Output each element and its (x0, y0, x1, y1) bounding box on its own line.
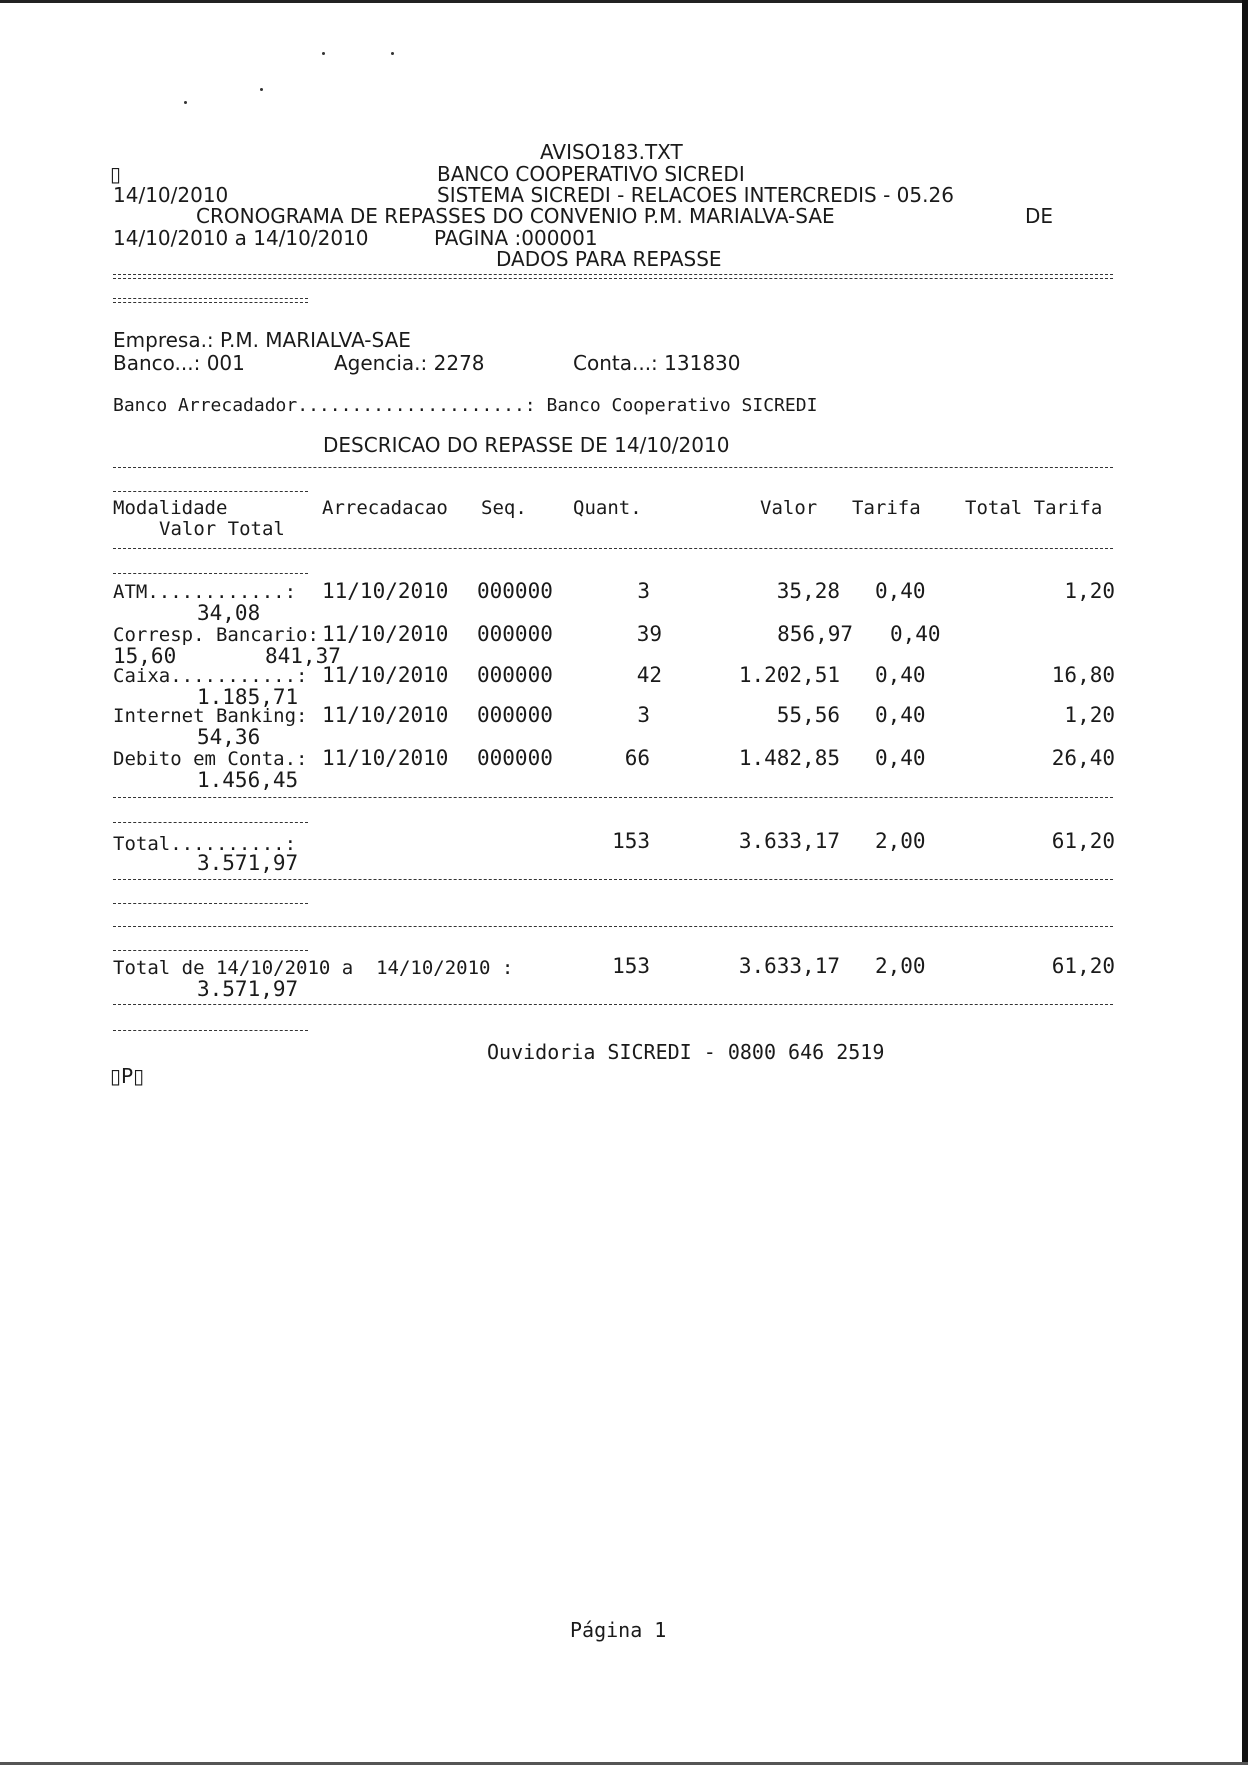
row-valor: 1.482,85 (738, 746, 840, 770)
bank-name: BANCO COOPERATIVO SICREDI (437, 162, 745, 186)
total-valor: 3.633,17 (738, 829, 840, 853)
col-valor: Valor (760, 497, 818, 519)
dashed-rule (113, 797, 1113, 798)
banco-line: Banco...: 001 (113, 351, 245, 375)
row-date: 11/10/2010 (322, 663, 449, 687)
dashed-rule (113, 467, 1113, 468)
row-seq: 000000 (477, 703, 553, 727)
row-valor: 856,97 (777, 622, 853, 646)
total-label: Total..........: (113, 833, 297, 855)
row-total-tarifa: 1,20 (1064, 703, 1115, 727)
col-seq: Seq. (481, 497, 527, 519)
total-valor-total: 3.571,97 (197, 851, 299, 875)
row-valor: 35,28 (776, 579, 840, 603)
total-total-tarifa: 61,20 (1051, 829, 1115, 853)
row-valor-total: 1.456,45 (197, 768, 299, 792)
scan-speck (184, 101, 187, 104)
row-date: 11/10/2010 (322, 622, 449, 646)
grand-total-tarifa: 2,00 (875, 954, 926, 978)
dashed-rule (113, 548, 1113, 549)
row-quant: 66 (624, 746, 650, 770)
double-rule (113, 274, 1113, 279)
scan-speck (391, 52, 394, 55)
row-total-tarifa: 16,80 (1051, 663, 1115, 687)
dashed-rule (113, 926, 1113, 927)
dashed-rule (113, 1030, 308, 1031)
row-seq: 000000 (477, 579, 553, 603)
period-line: 14/10/2010 a 14/10/2010 (113, 226, 369, 250)
col-quant: Quant. (573, 497, 642, 519)
grand-total-total-tarifa: 61,20 (1051, 954, 1115, 978)
dashed-rule (113, 950, 308, 951)
scan-speck (322, 52, 325, 55)
row-valor-total: 54,36 (197, 725, 261, 749)
dashed-rule (113, 491, 308, 492)
scan-border-top (0, 0, 1248, 3)
page-line: PAGINA :000001 (434, 226, 598, 250)
grand-total-valor-total: 3.571,97 (197, 977, 299, 1001)
row-valor-total: 841,37 (265, 644, 341, 668)
scan-border-right (1242, 0, 1248, 1765)
system-line: SISTEMA SICREDI - RELACOES INTERCREDIS - 05.26 (437, 183, 954, 207)
dashed-rule (113, 879, 1113, 880)
col-total-tarifa: Total Tarifa (965, 497, 1103, 519)
row-quant: 3 (637, 579, 650, 603)
report-date: 14/10/2010 (113, 183, 229, 207)
row-quant: 42 (636, 663, 662, 687)
row-quant: 3 (637, 703, 650, 727)
total-tarifa: 2,00 (875, 829, 926, 853)
ouvidoria-line: Ouvidoria SICREDI - 0800 646 2519 (487, 1040, 885, 1064)
row-quant: 39 (636, 622, 662, 646)
row-date: 11/10/2010 (322, 579, 449, 603)
section-title: DADOS PARA REPASSE (496, 247, 722, 271)
dashed-rule (113, 822, 308, 823)
row-date: 11/10/2010 (322, 746, 449, 770)
row-valor-total: 1.185,71 (197, 685, 299, 709)
conta-line: Conta...: 131830 (573, 351, 741, 375)
row-tarifa: 0,40 (890, 622, 941, 646)
de-label: DE (1025, 204, 1054, 228)
scan-speck (260, 88, 263, 91)
row-valor: 1.202,51 (738, 663, 840, 687)
col-arrecadacao: Arrecadacao (322, 497, 448, 519)
row-total-tarifa: 15,60 (113, 644, 177, 668)
col-tarifa: Tarifa (852, 497, 921, 519)
row-tarifa: 0,40 (875, 663, 926, 687)
grand-total-quant: 153 (612, 954, 650, 978)
row-modalidade: Caixa...........: (113, 665, 308, 687)
row-seq: 000000 (477, 663, 553, 687)
double-rule (113, 298, 308, 303)
row-seq: 000000 (477, 622, 553, 646)
page-number-label: Página 1 (570, 1618, 667, 1642)
row-modalidade: ATM............: (113, 581, 297, 603)
dashed-rule (113, 1004, 1113, 1005)
row-total-tarifa: 1,20 (1064, 579, 1115, 603)
schedule-title: CRONOGRAMA DE REPASSES DO CONVENIO P.M. MARIALVA-SAE (196, 204, 835, 228)
row-valor: 55,56 (776, 703, 840, 727)
file-name: AVISO183.TXT (540, 140, 683, 164)
row-modalidade: Debito em Conta.: (113, 748, 308, 770)
row-modalidade: Internet Banking: (113, 705, 308, 727)
row-seq: 000000 (477, 746, 553, 770)
grand-total-label: Total de 14/10/2010 a 14/10/2010 : (113, 957, 514, 979)
row-tarifa: 0,40 (875, 579, 926, 603)
page-marker: ▯P▯ (110, 1064, 145, 1088)
total-quant: 153 (612, 829, 650, 853)
row-total-tarifa: 26,40 (1051, 746, 1115, 770)
row-tarifa: 0,40 (875, 746, 926, 770)
row-tarifa: 0,40 (875, 703, 926, 727)
row-date: 11/10/2010 (322, 703, 449, 727)
dashed-rule (113, 903, 308, 904)
col-modalidade: Modalidade (113, 497, 228, 519)
arrecadador-line: Banco Arrecadador.....................: Banco Cooperativo SICREDI (113, 395, 818, 416)
box-glyph: ▯ (110, 162, 122, 186)
agencia-line: Agencia.: 2278 (334, 351, 485, 375)
empresa-line: Empresa.: P.M. MARIALVA-SAE (113, 328, 411, 352)
repasse-title: DESCRICAO DO REPASSE DE 14/10/2010 (323, 433, 730, 457)
dashed-rule (113, 573, 308, 574)
row-modalidade: Corresp. Bancario: (113, 624, 319, 646)
row-valor-total: 34,08 (197, 601, 261, 625)
grand-total-valor: 3.633,17 (738, 954, 840, 978)
col-valor-total: Valor Total (159, 518, 285, 540)
